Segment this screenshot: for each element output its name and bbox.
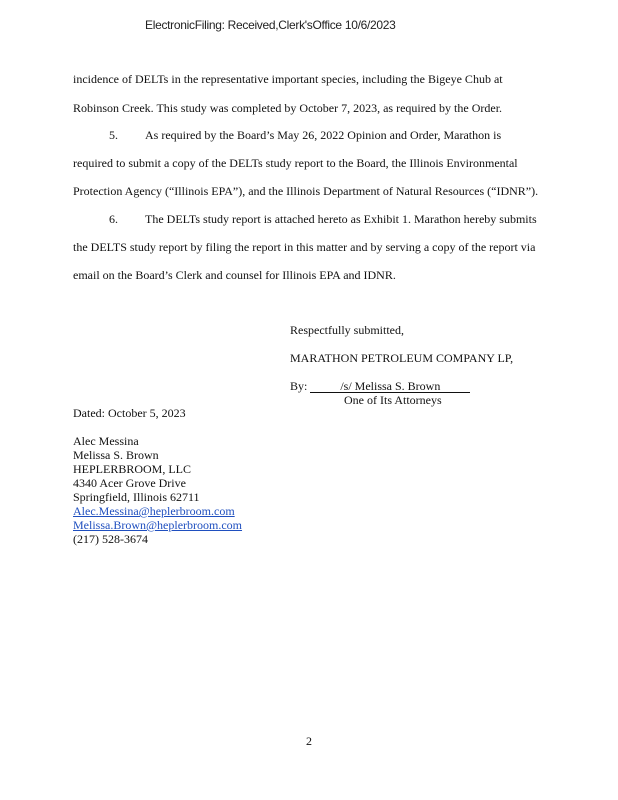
- paragraph-6-line-1: [73, 212, 537, 227]
- counsel-street: 4340 Acer Grove Drive: [73, 476, 186, 490]
- dated-line: Dated: October 5, 2023: [73, 406, 186, 420]
- paragraph-6-number: 6.: [109, 212, 118, 226]
- signature-by-label: By:: [290, 379, 308, 393]
- paragraph-6-text-1: The DELTs study report is attached hereto as Exhibit 1. Marathon hereby submits: [145, 212, 537, 226]
- paragraph-6-line-3: email on the Board’s Clerk and counsel for Illinois EPA and IDNR.: [73, 268, 396, 282]
- filing-stamp: ElectronicFiling: Received,Clerk'sOffice 10/6/2023: [145, 18, 396, 32]
- counsel-firm: HEPLERBROOM, LLC: [73, 462, 192, 476]
- counsel-phone: (217) 528-3674: [73, 532, 148, 546]
- signature-company: MARATHON PETROLEUM COMPANY LP,: [290, 351, 514, 365]
- paragraph-5-number: 5.: [109, 128, 118, 142]
- paragraph-5-line-1: [73, 128, 501, 143]
- email-link-messina[interactable]: Alec.Messina@heplerbroom.com: [73, 504, 235, 518]
- page-number: 2: [306, 734, 312, 748]
- paragraph-4-line-2: Robinson Creek. This study was completed by October 7, 2023, as required by the Order.: [73, 101, 503, 115]
- paragraph-5-line-3: Protection Agency (“Illinois EPA”), and the Illinois Department of Natural Resources (“IDNR”).: [73, 184, 539, 198]
- paragraph-4-line-1: incidence of DELTs in the representative important species, including the Bigeye Chub at: [73, 72, 503, 86]
- counsel-address-block: [73, 434, 242, 546]
- signature-by-line: [290, 379, 470, 394]
- counsel-name-2: Melissa S. Brown: [73, 448, 159, 462]
- paragraph-6-line-2: the DELTS study report by filing the report in this matter and by serving a copy of the report via: [73, 240, 536, 254]
- signature-role: One of Its Attorneys: [344, 393, 442, 407]
- counsel-name-1: Alec Messina: [73, 434, 139, 448]
- signature-signer: /s/ Melissa S. Brown: [310, 380, 470, 393]
- email-link-brown[interactable]: Melissa.Brown@heplerbroom.com: [73, 518, 243, 532]
- signature-closing: Respectfully submitted,: [290, 323, 404, 337]
- paragraph-5-text-1: As required by the Board’s May 26, 2022 Opinion and Order, Marathon is: [145, 128, 502, 142]
- counsel-city: Springfield, Illinois 62711: [73, 490, 200, 504]
- paragraph-5-line-2: required to submit a copy of the DELTs study report to the Board, the Illinois Environmental: [73, 156, 518, 170]
